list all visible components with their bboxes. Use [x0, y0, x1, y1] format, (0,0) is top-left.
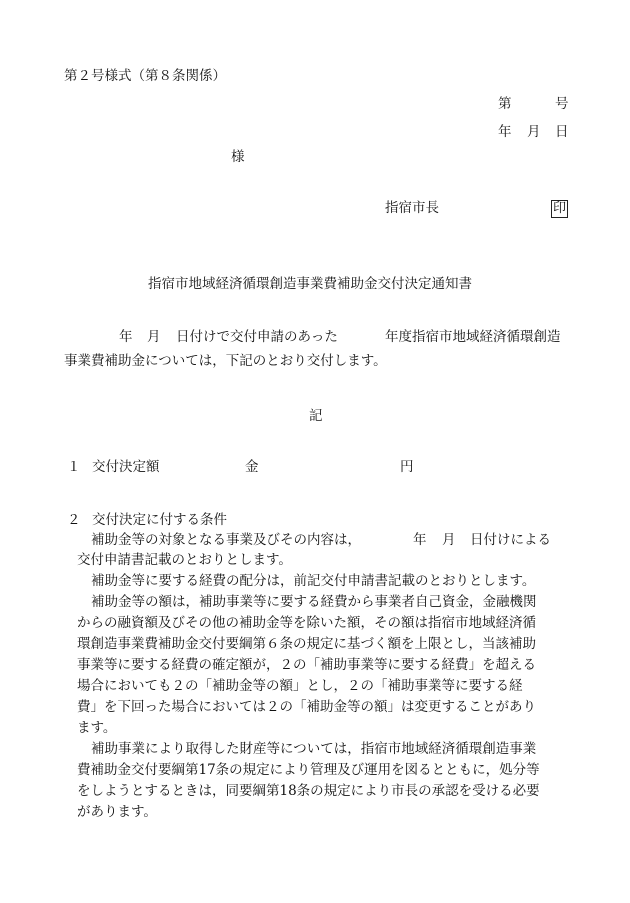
ki-heading: 記 [309, 408, 323, 424]
cond3-line: 環創造事業費補助金交付要綱第６条の規定に基づく額を上限とし，当該補助 [77, 636, 536, 652]
intro-line2: 事業費補助金については，下記のとおり交付します。 [64, 353, 387, 369]
number-suffix: 号 [555, 96, 569, 112]
intro-year: 年 [119, 329, 133, 345]
item1-number: １ [67, 459, 81, 475]
cond2-text: 補助金等に要する経費の配分は，前記交付申請書記載のとおりとします。 [91, 573, 536, 589]
cond1-month: 月 [442, 532, 456, 548]
cond3-line: 補助金等の額は，補助事業等に要する経費から事業者自己資金，金融機関 [91, 594, 537, 610]
addressee-suffix: 様 [231, 149, 245, 165]
item1-unit: 円 [400, 459, 414, 475]
cond1-line2: 交付申請書記載のとおりとします。 [77, 552, 292, 568]
cond3-line: 場合においても２の「補助金等の額」とし，２の「補助事業等に要する経 [77, 678, 523, 694]
seal-stamp: 印 [552, 201, 566, 216]
cond3-line: 費」を下回った場合においては２の「補助金等の額」は変更することがあり [77, 699, 536, 715]
cond4-line: 費補助金交付要綱第17条の規定により管理及び運用を図るとともに，処分等 [77, 762, 540, 778]
cond3-line: ます。 [77, 720, 117, 736]
cond4-line: 補助事業により取得した財産等については，指宿市地域経済循環創造事業 [91, 741, 537, 757]
item2-number: ２ [67, 512, 81, 528]
date-month: 月 [527, 124, 541, 140]
intro-day-text: 日付けで交付申請のあった [176, 329, 338, 345]
cond3-line: からの融資額及びその他の補助金等を除いた額，その額は指宿市地域経済循 [77, 615, 536, 631]
cond1-day-text: 日付けによる [470, 532, 551, 548]
document-title: 指宿市地域経済循環創造事業費補助金交付決定通知書 [148, 276, 472, 292]
cond4-line: があります。 [77, 804, 157, 820]
date-day: 日 [555, 124, 569, 140]
cond4-line: をしようとするときは，同要綱第18条の規定により市長の承認を受ける必要 [77, 783, 540, 799]
cond1-text: 補助金等の対象となる事業及びその内容は， [91, 532, 361, 548]
item1-label: 交付決定額 [92, 459, 160, 475]
cond3-line: 事業等に要する経費の確定額が，２の「補助事業等に要する経費」を超える [77, 657, 536, 673]
intro-fiscal-text: 年度指宿市地域経済循環創造 [385, 329, 561, 345]
issuer: 指宿市長 [385, 200, 439, 216]
intro-month: 月 [147, 329, 161, 345]
item1-currency: 金 [245, 459, 259, 475]
form-label: 第２号様式（第８条関係） [64, 68, 226, 84]
cond1-year: 年 [413, 532, 427, 548]
date-year: 年 [498, 124, 512, 140]
number-prefix: 第 [498, 96, 512, 112]
item2-label: 交付決定に付する条件 [92, 512, 227, 528]
